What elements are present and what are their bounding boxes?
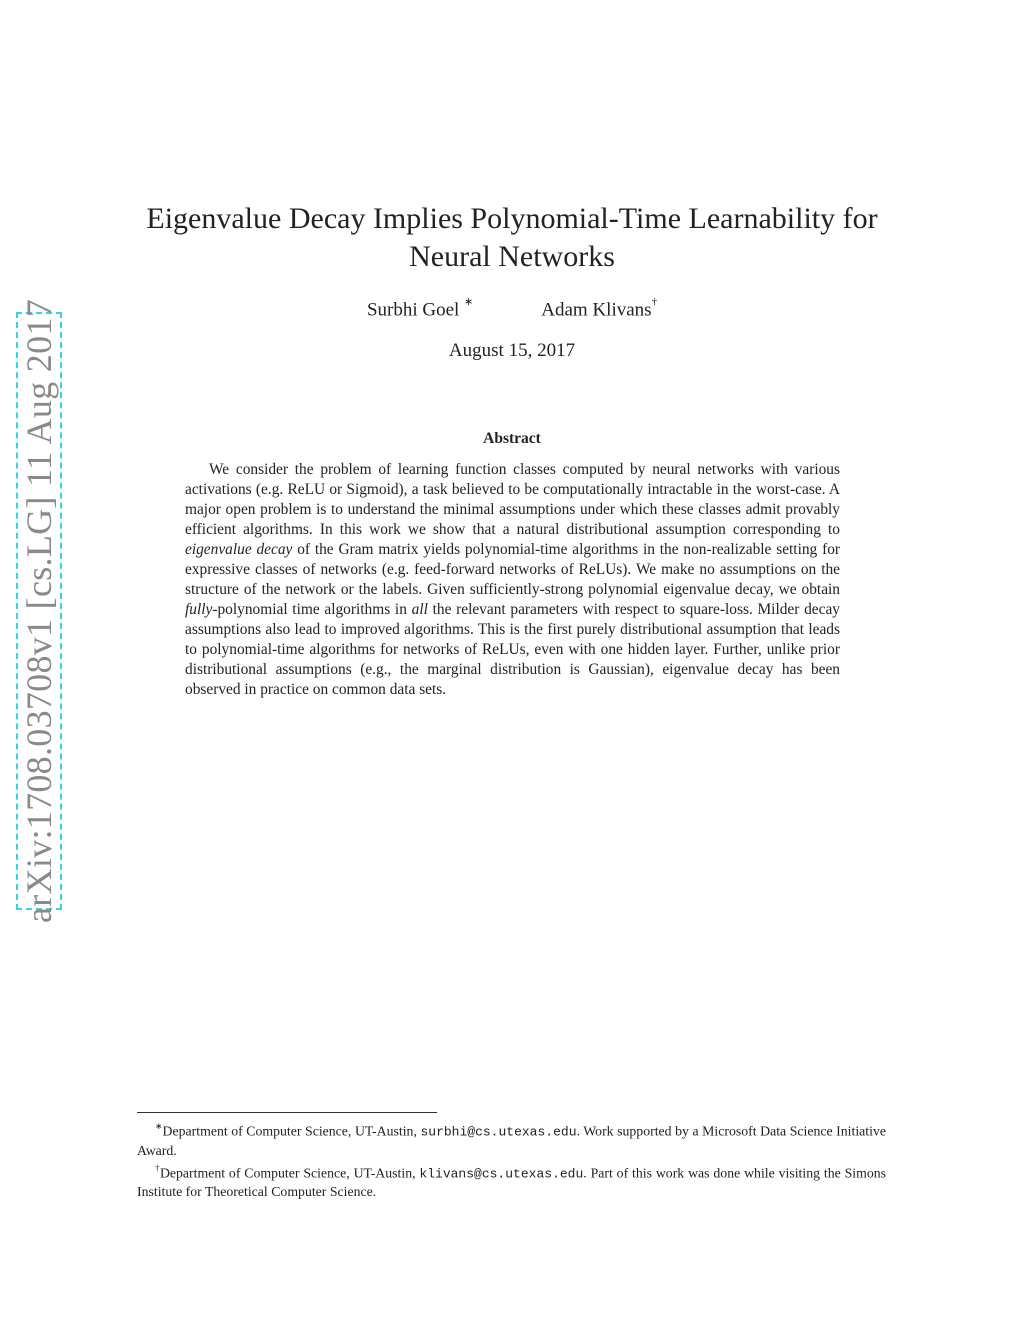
footnote-text: Department of Computer Science, UT-Austin, — [162, 1123, 421, 1139]
footnote-divider — [137, 1112, 437, 1113]
email-link[interactable]: surbhi@cs.utexas.edu — [420, 1124, 577, 1140]
paper-title — [120, 200, 904, 276]
footnotes — [137, 1118, 886, 1201]
paper-title-line-1: Eigenvalue Decay Implies Polynomial-Time Learnability for — [146, 202, 878, 235]
abstract-emphasis: all — [411, 601, 428, 618]
footnote-mark: † — [155, 1162, 160, 1173]
author-adam-klivans — [541, 296, 658, 321]
paper-title-line-2: Neural Networks — [409, 240, 615, 273]
abstract-text: the relevant parameters with respect to square-loss. Milder decay assumptions also lead to improved algorithms. This is the first purely distributional assumption that leads to polynomial-time algorithms for networks of ReLUs, even with one hidden layer. Further, unlike prior distributional assumptions (e.g., the marginal distribution is Gaussian), eigenvalue decay has been observed in practice on common data sets. — [185, 601, 840, 698]
footnote-klivans — [137, 1160, 886, 1202]
author-list — [0, 298, 1024, 321]
author-name: Adam Klivans — [541, 299, 652, 321]
arxiv-identifier-text: arXiv:1708.03708v1 [cs.LG] 11 Aug 2017 — [19, 299, 59, 923]
abstract-emphasis: fully — [185, 601, 213, 618]
author-surbhi-goel — [367, 298, 473, 321]
abstract-heading: Abstract — [483, 430, 541, 447]
footnote-text: Department of Computer Science, UT-Austin, — [159, 1165, 420, 1181]
footnote-mark: ∗ — [155, 1121, 163, 1131]
author-footnote-mark: ∗ — [464, 296, 474, 308]
arxiv-identifier-stamp — [16, 299, 62, 923]
abstract-text: of the Gram matrix yields polynomial-time algorithms in the non-realizable setting for expressive classes of networks (e.g. feed-forward networks of ReLUs). We make no assumptions on the structure of the network or the labels. Given sufficiently-strong polynomial eigenvalue decay, we obtain — [185, 541, 841, 598]
abstract-text: We consider the problem of learning function classes computed by neural networks with various activations (e.g. ReLU or Sigmoid), a task believed to be computationally intractable in the worst-case. A major open problem is to understand the minimal assumptions under which these classes admit provably efficient algorithms. In this work we show that a natural distributional assumption corresponding to — [185, 461, 840, 538]
email-link[interactable]: klivans@cs.utexas.edu — [419, 1166, 584, 1182]
author-name: Surbhi Goel — [366, 299, 460, 321]
footnote-text: . Part of this work was done while visiting the Simons Institute for Theoretical Computer Science. — [137, 1165, 887, 1200]
abstract-text: -polynomial time algorithms in — [212, 601, 412, 618]
author-footnote-mark: † — [651, 296, 658, 308]
footnote-goel — [137, 1118, 886, 1160]
abstract-emphasis: eigenvalue decay — [185, 541, 293, 558]
abstract-body — [185, 460, 840, 700]
footnote-text: . Work supported by a Microsoft Data Science Initiative Award. — [137, 1123, 886, 1158]
publication-date: August 15, 2017 — [448, 340, 576, 361]
